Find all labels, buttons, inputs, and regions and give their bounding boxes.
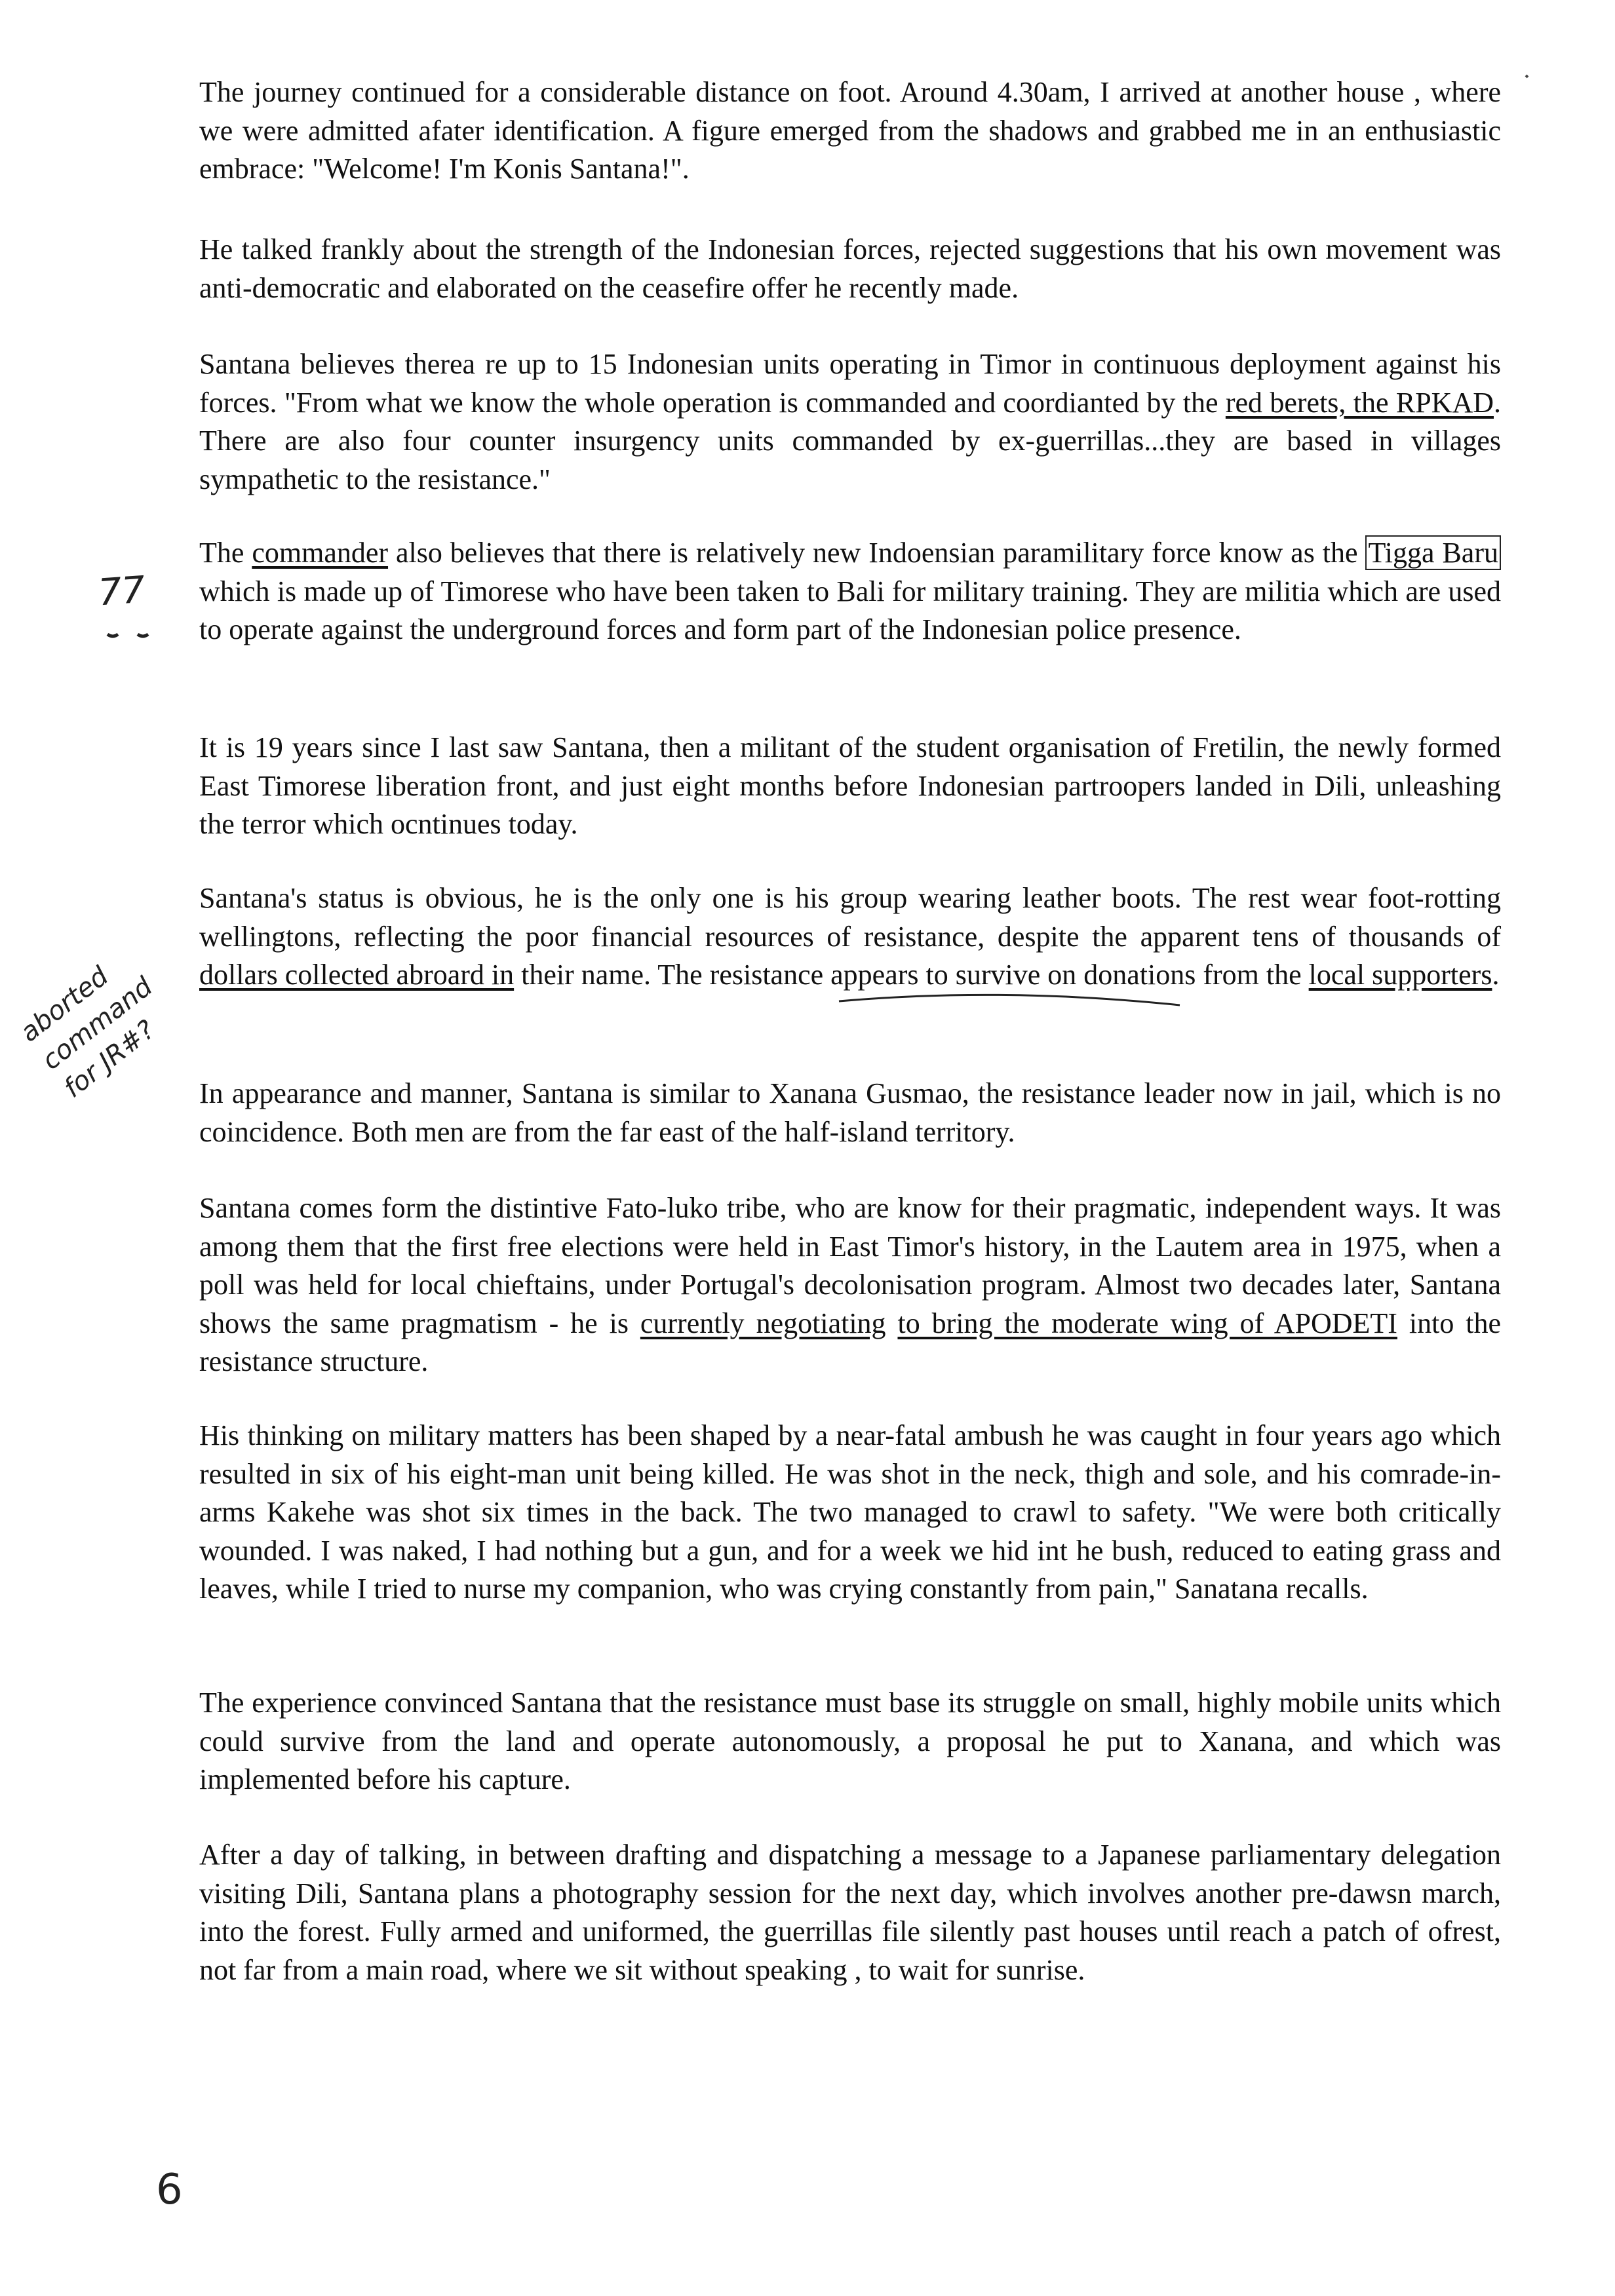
paragraph-4-text-c: which is made up of Timorese who have been taken to Bali for military training. They are militia which are used to operate against the underground forces and form part of the Indonesian police presence.	[199, 575, 1501, 645]
boxed-tigga-baru: Tigga Baru	[1365, 535, 1501, 570]
underlined-commander: commander	[252, 537, 389, 569]
paragraph-8-text-c: into the resistance structure.	[199, 1307, 1501, 1377]
paragraph-9: His thinking on military matters has been shaped by a near-fatal ambush he was caught in four years ago which resulted in six of his eight-man unit being killed. He was shot in the neck, thigh and sole, and his comrade-in-arms Kakehe was shot six times in the back. The two managed to crawl to safety. "We were both critically wounded. I was naked, I had nothing but a gun, and for a week we hid int he bush, reduced to eating grass and leaves, while I tried to nurse my companion, who was crying constantly from pain," Sanatana recalls.	[199, 1419, 1501, 1605]
paragraph-6-text-a: Santana's status is obvious, he is the only one is his group wearing leather boots. The rest wear foot-rotting wellingtons, reflecting the poor financial resources of resistance, despite the apparent tens of thousands of	[199, 882, 1501, 953]
paper-speck	[1526, 75, 1528, 77]
paragraph-11: After a day of talking, in between drafting and dispatching a message to a Japanese parliamentary delegation visiting Dili, Santana plans a photography session for the next day, which involves another pre-dawsn march, into the forest. Fully armed and uniformed, the guerrillas file silently past houses until reach a patch of ofrest, not far from a main road, where we sit without speaking , to wait for sunrise.	[199, 1839, 1501, 1986]
page-number: 6	[156, 2166, 183, 2214]
margin-note-aborted-command: aborted command for JR#?	[14, 961, 161, 1104]
underlined-red-berets: red berets, the RPKAD	[1225, 386, 1494, 419]
paragraph-3-text-b: . There are also four counter insurgency units commanded by ex-guerrillas...they are based in villages sympathetic to the resistance."	[199, 386, 1501, 495]
underlined-apodeti: to bring the moderate wing of APODETI	[897, 1307, 1397, 1339]
paragraph-7: In appearance and manner, Santana is similar to Xanana Gusmao, the resistance leader now in jail, which is no coincidence. Both men are from the far east of the half-island territory.	[199, 1077, 1501, 1148]
paragraph-3-text-a: Santana believes therea re up to 15 Indonesian units operating in Timor in continuous deployment against his forces. "From what we know the whole operation is commanded and coordianted by the	[199, 348, 1501, 419]
paragraph-10: The experience convinced Santana that the resistance must base its struggle on small, highly mobile units which could survive from the land and operate autonomously, a proposal he put to Xanana, and which was implemented before his capture.	[199, 1687, 1501, 1795]
paragraph-5: It is 19 years since I last saw Santana, then a militant of the student organisation of Fretilin, the newly formed East Timorese liberation front, and just eight months before Indonesian partroopers landed in Dili, unleashing the terror which ocntinues today.	[199, 731, 1501, 840]
paragraph-1: The journey continued for a considerable distance on foot. Around 4.30am, I arrived at another house , where we were admitted afater identification. A figure emerged from the shadows and grabbed me in an enthusiastic embrace: "Welcome! I'm Konis Santana!".	[199, 76, 1501, 185]
underlined-currently-negotiating: currently negotiating	[640, 1307, 886, 1339]
handwritten-underline-stroke	[839, 995, 1180, 1005]
paragraph-4-text-b: also believes that there is relatively new Indoensian paramilitary force know as the	[388, 537, 1366, 569]
paragraph-4-text-a: The	[199, 537, 252, 569]
paragraph-6-text-b: their name. The resistance appears to survive on donations from the	[514, 959, 1309, 991]
paragraph-2: He talked frankly about the strength of the Indonesian forces, rejected suggestions that his own movement was anti-democratic and elaborated on the ceasefire offer he recently made.	[199, 233, 1501, 304]
underlined-dollars-collected: dollars collected abroard in	[199, 959, 515, 991]
underlined-local-supporters: local supporters	[1308, 959, 1492, 991]
paragraph-6-text-c: .	[1492, 959, 1500, 991]
paragraph-8-text-a: Santana comes form the distintive Fato-luko tribe, who are know for their pragmatic, independent ways. It was among them that the first free elections were held in East Timor's history, in the Lautem area in 1975, when a poll was held for local chieftains, under Portugal's decolonisation program. Almost two decades later, Santana shows the same pragmatism - he is	[199, 1192, 1501, 1339]
margin-dots	[107, 634, 148, 636]
margin-note-77: 77	[96, 568, 147, 615]
